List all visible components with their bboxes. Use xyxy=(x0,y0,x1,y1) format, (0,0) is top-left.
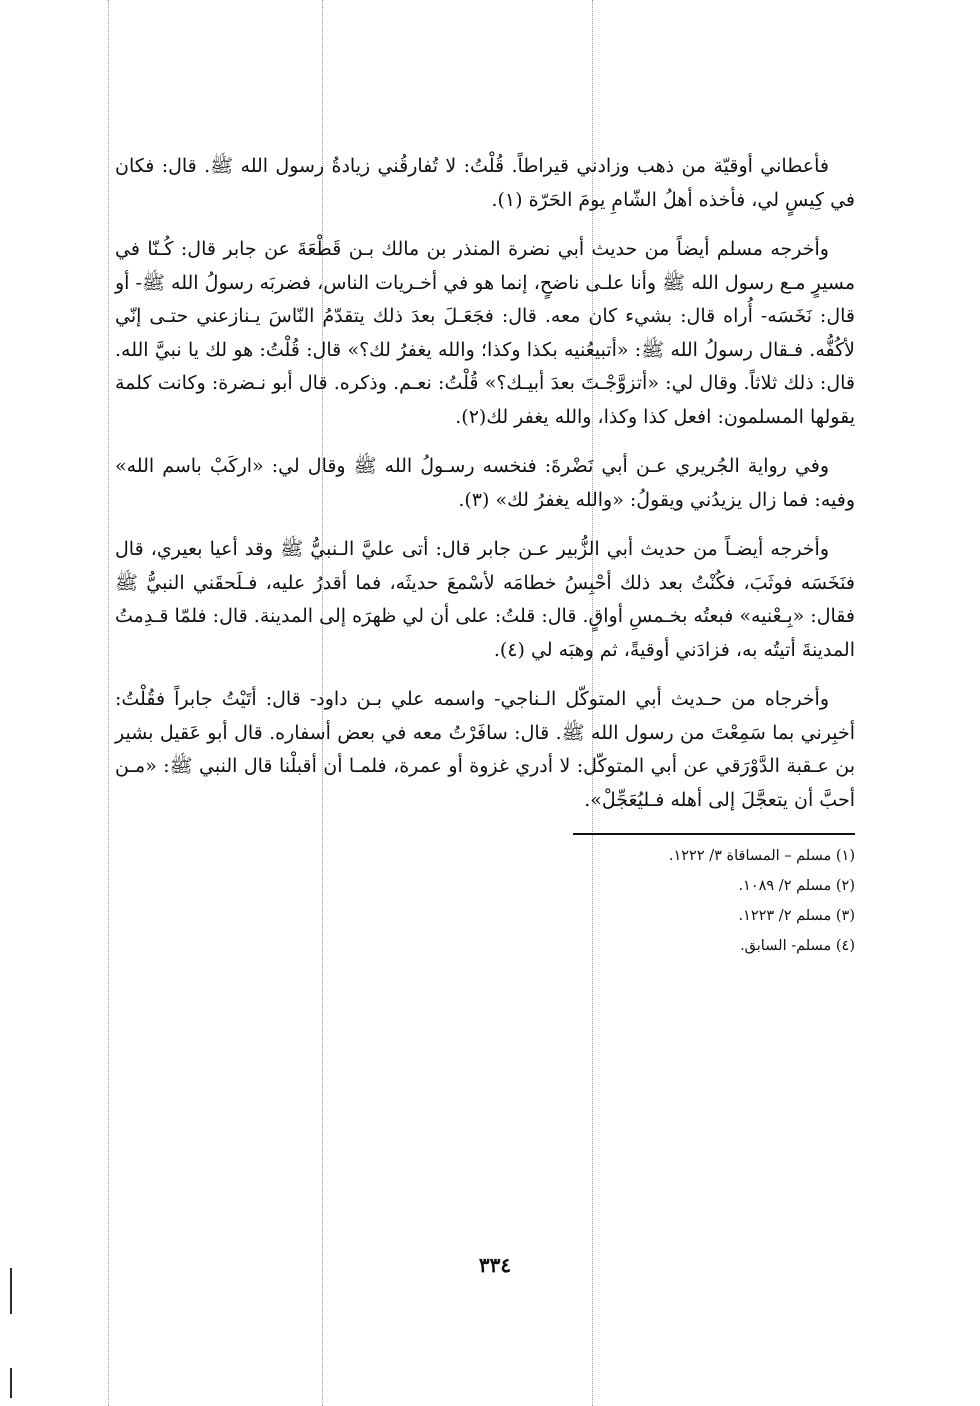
footnote: (٤) مسلم- السابق. xyxy=(740,938,855,954)
page-body xyxy=(115,150,855,961)
page-number: ٣٣٤ xyxy=(478,1253,512,1277)
footnotes xyxy=(115,841,855,961)
footnote-divider xyxy=(573,833,855,835)
paragraph: وفي رواية الجُريري عـن أبي نَضْرةَ: فنخسه رسـولُ الله ﷺ وقال لي: «اركَبْ باسم الله» وفيه: فما زال يزيدُني ويقولُ: «والله يغفرُ لك» (٣). xyxy=(115,455,855,511)
scan-edge-mark xyxy=(10,1368,12,1398)
footnote: (٣) مسلم ٢/ ١٢٢٣. xyxy=(738,908,855,924)
footnote: (٢) مسلم ٢/ ١٠٨٩. xyxy=(738,878,855,894)
paragraph: وأخرجاه من حـديث أبي المتوكّل الـناجي- واسمه علي بـن داود- قال: أتَيْتُ جابراً فقُلْتُ: أخبِرني بما سَمِعْتَ من رسول الله ﷺ. قال: سافَرْتُ معه في بعض أسفاره. قال أبو عَقيل بشير بن عـقبة الدَّوْرَقي عن أبي المتوكّل: لا أدري غزوة أو عمرة، فلمـا أن أقبلْنا قال النبي ﷺ: «مـن أحبَّ أن يتعجَّلَ إلى أهله فـليُعَجِّلْ». xyxy=(115,688,855,811)
paragraph: وأخرجه مسلم أيضاً من حديث أبي نضرة المنذر بن مالك بـن قَطْعَةَ عن جابر قال: كُـنّا في مسيرٍ مـع رسول الله ﷺ وأنا علـى ناضحٍ، إنما هو في أخـريات الناس، فضربَه رسولُ الله ﷺ- أو قال: نَخَسَه- أُراه قال: بشيء كان معه. قال: فجَعَـلَ بعدَ ذلك يتقدّمُ النّاسَ يـنازعني حتـى إنّي لأكُفُّه. فـقال رسولُ الله ﷺ: «أتبيعُنيه بكذا وكذا؛ والله يغفرُ لك؟» قال: قُلْتُ: هو لك يا نبيَّ الله. قال: ذلك ثلاثاً. وقال لي: «أتزوَّجْـتَ بعدَ أبيـك؟» قُلْتُ: نعـم. وذكره. قال أبو نـضرة: وكانت كلمة يقولها المسلمون: افعل كذا وكذا، والله يغفر لك(٢). xyxy=(115,238,855,428)
footnote: (١) مسلم – المساقاة ٣/ ١٢٢٢. xyxy=(668,848,855,864)
paragraph: فأعطاني أوقيّة من ذهب وزادني قيراطاً. قُلْتُ: لا تُفارقُني زيادةُ رسول الله ﷺ. قال: فكان في كِيسٍ لي، فأخذه أهلُ الشّامِ يومَ الحَرّة (١). xyxy=(115,155,855,211)
scan-edge-mark xyxy=(10,1268,12,1314)
paragraph: وأخرجه أيضـاً من حديث أبي الزُّبير عـن جابر قال: أتى عليَّ الـنبيُّ ﷺ وقد أعيا بعيري، قال فنَخَسَه فوثَبَ، فكُنْتُ بعد ذلك أحْبِسُ خطامَه لأسْمعَ حديثَه، فما أقدرُ عليه، فـلَحقَني النبيُّ ﷺ فقال: «بِـعْنيه» فبعتُه بخـمسِ أواقٍ. قال: قلتُ: على أن لي ظهرَه إلى المدينة. قال: فلمّا قـدِمتُ المدينةَ أتيتُه به، فزادَني أوقيةً، ثم وهبَه لي (٤). xyxy=(115,538,855,661)
scan-dotted-line xyxy=(108,0,109,1406)
